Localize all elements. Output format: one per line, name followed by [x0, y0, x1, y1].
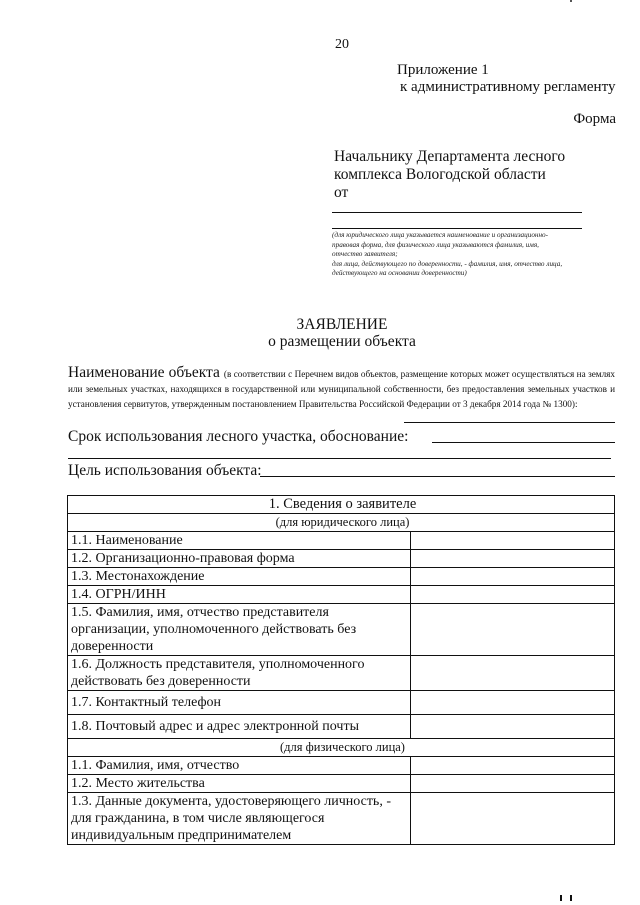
appendix-subtitle: к административному регламенту [400, 79, 616, 95]
row-value-cell[interactable] [411, 532, 615, 550]
row-value-cell[interactable] [411, 586, 615, 604]
object-name-note: (в соответствии с Перечнем видов объектов, размещение которых может осуществляться на землях или земельных участках, находящихся в государственной или муниципальной собственности, без предоставления земельных участков и установления сервитутов, утвержденным постановлением Правительства Российской Федерации от 3 декабря 2014 года № 1300): [68, 369, 615, 409]
object-name-field [68, 366, 615, 411]
addressee-note-line-3: отчество заявителя; [332, 250, 398, 259]
table-row [68, 715, 615, 739]
table-row [68, 604, 615, 656]
row-label: 1.1. Фамилия, имя, отчество [68, 757, 411, 775]
row-label: 1.1. Наименование [68, 532, 411, 550]
table-section-header-row [68, 496, 615, 514]
term-input-line-2[interactable] [68, 458, 611, 459]
row-label: 1.3. Местонахождение [68, 568, 411, 586]
table-row [68, 550, 615, 568]
individual-header: (для физического лица) [68, 739, 615, 757]
term-field [68, 428, 615, 446]
row-label: 1.2. Организационно-правовая форма [68, 550, 411, 568]
addressee-note-line-2: правовая форма, для физического лица указываются фамилия, имя, [332, 240, 539, 249]
purpose-field [68, 462, 615, 480]
row-label: 1.2. Место жительства [68, 775, 411, 793]
table-row [68, 568, 615, 586]
table-section-title: 1. Сведения о заявителе [68, 496, 615, 514]
document-subtitle: о размещении объекта [268, 333, 416, 350]
scan-speck [570, 0, 572, 2]
row-label: 1.6. Должность представителя, уполномоченного действовать без доверенности [68, 656, 411, 691]
addressee-from-label: от [334, 184, 349, 201]
form-label: Форма [573, 111, 616, 127]
purpose-label: Цель использования объекта: [68, 462, 262, 479]
row-value-cell[interactable] [411, 775, 615, 793]
document-title: ЗАЯВЛЕНИЕ [296, 316, 388, 333]
legal-entity-header: (для юридического лица) [68, 514, 615, 532]
applicant-line-1[interactable] [332, 212, 582, 213]
row-value-cell[interactable] [411, 656, 615, 691]
table-row [68, 757, 615, 775]
object-name-label: Наименование объекта [68, 364, 220, 381]
table-subheader-row [68, 514, 615, 532]
term-input-line-1[interactable] [432, 442, 615, 443]
addressee-line-1: Начальнику Департамента лесного [334, 148, 566, 165]
row-value-cell[interactable] [411, 757, 615, 775]
addressee-note-line-1: (для юридического лица указывается наименование и организационно- [332, 231, 549, 239]
row-label: 1.4. ОГРН/ИНН [68, 586, 411, 604]
row-label: 1.5. Фамилия, имя, отчество представителя организации, уполномоченного действовать без доверенности [68, 604, 411, 656]
table-row [68, 793, 615, 845]
table-row [68, 656, 615, 691]
addressee-note-line-5: действующего на основании доверенности) [332, 269, 467, 278]
row-label: 1.8. Почтовый адрес и адрес электронной почты [68, 715, 411, 739]
purpose-input-line[interactable] [260, 476, 615, 477]
row-value-cell[interactable] [411, 568, 615, 586]
table-row [68, 586, 615, 604]
term-label: Срок использования лесного участка, обоснование: [68, 428, 409, 445]
table-row [68, 532, 615, 550]
addressee-note-line-4: для лица, действующего по доверенности, - фамилия, имя, отчество лица, [332, 259, 563, 268]
applicant-line-2[interactable] [332, 228, 582, 229]
row-label: 1.7. Контактный телефон [68, 691, 411, 715]
row-value-cell[interactable] [411, 691, 615, 715]
row-value-cell[interactable] [411, 550, 615, 568]
table-subheader-row [68, 739, 615, 757]
row-value-cell[interactable] [411, 715, 615, 739]
addressee-line-2: комплекса Вологодской области [334, 166, 546, 183]
row-label: 1.3. Данные документа, удостоверяющего личность, - для гражданина, в том числе являющегося индивидуальным предпринимателем [68, 793, 411, 845]
row-value-cell[interactable] [411, 604, 615, 656]
object-name-input-line[interactable] [404, 422, 615, 423]
applicant-info-table [67, 495, 615, 845]
appendix-title: Приложение 1 [397, 62, 489, 78]
table-row [68, 691, 615, 715]
row-value-cell[interactable] [411, 793, 615, 845]
addressee-note [332, 231, 622, 279]
scan-corner-mark [560, 895, 572, 901]
page-number: 20 [335, 37, 349, 52]
table-row [68, 775, 615, 793]
